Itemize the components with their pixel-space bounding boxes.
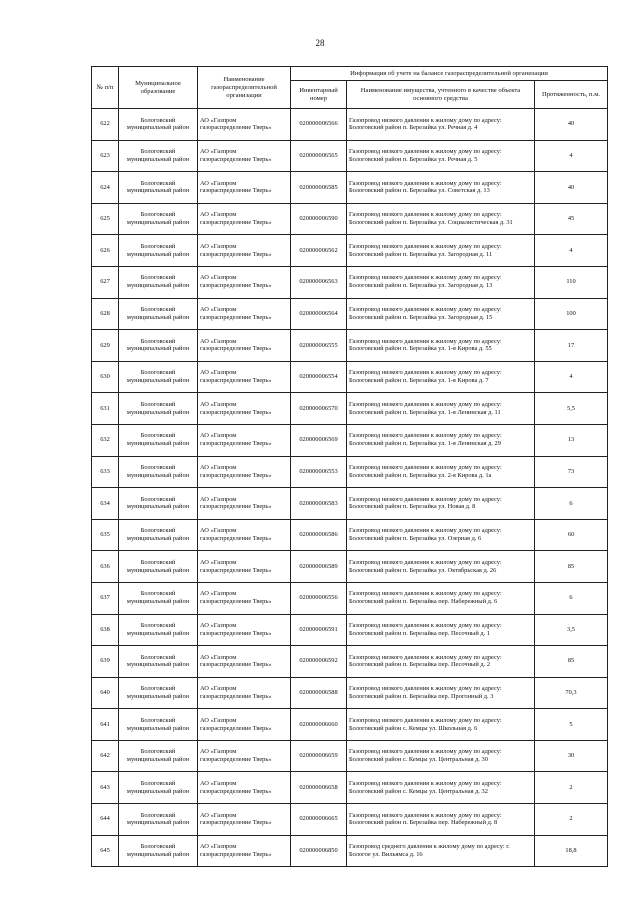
organization-cell: АО «Газпром газораспределение Тверь»: [198, 614, 291, 646]
asset-description-cell: Газопровод низкого давления к жилому дому по адресу: Бологовский район п. Березайка ул. 1-я Кирова д. 55: [347, 330, 535, 362]
organization-cell: АО «Газпром газораспределение Тверь»: [198, 393, 291, 425]
table-row: [92, 235, 608, 267]
table-row: [92, 740, 608, 772]
row-number: 626: [92, 235, 119, 267]
table-body: [92, 109, 608, 867]
municipality-cell: Бологовский муниципальный район: [119, 393, 198, 425]
asset-description-cell: Газопровод низкого давления к жилому дому по адресу: Бологовский район п. Березайка ул. Загородная д. 11: [347, 235, 535, 267]
municipality-cell: Бологовский муниципальный район: [119, 614, 198, 646]
organization-cell: АО «Газпром газораспределение Тверь»: [198, 835, 291, 867]
inventory-number-cell: 020000006590: [291, 203, 347, 235]
asset-description-cell: Газопровод низкого давления к жилому дому по адресу: Бологовский район п. Березайка пер. Набережный д. 6: [347, 582, 535, 614]
municipality-cell: Бологовский муниципальный район: [119, 298, 198, 330]
table-row: [92, 551, 608, 583]
row-number: 645: [92, 835, 119, 867]
inventory-number-cell: 020000006562: [291, 235, 347, 267]
organization-cell: АО «Газпром газораспределение Тверь»: [198, 266, 291, 298]
row-number: 634: [92, 488, 119, 520]
municipality-cell: Бологовский муниципальный район: [119, 330, 198, 362]
length-cell: 17: [535, 330, 608, 362]
organization-cell: АО «Газпром газораспределение Тверь»: [198, 772, 291, 804]
table-row: [92, 677, 608, 709]
table-row: [92, 203, 608, 235]
header-length: Протяженность, п.м.: [535, 81, 608, 109]
row-number: 630: [92, 361, 119, 393]
row-number: 638: [92, 614, 119, 646]
row-number: 643: [92, 772, 119, 804]
organization-cell: АО «Газпром газораспределение Тверь»: [198, 456, 291, 488]
asset-description-cell: Газопровод низкого давления к жилому дому по адресу: Бологовский район п. Березайка ул. 1-я Ленинская д. 11: [347, 393, 535, 425]
municipality-cell: Бологовский муниципальный район: [119, 203, 198, 235]
inventory-number-cell: 020000006591: [291, 614, 347, 646]
header-municipality: Муниципальное образование: [119, 67, 198, 109]
table-row: [92, 393, 608, 425]
municipality-cell: Бологовский муниципальный район: [119, 582, 198, 614]
row-number: 624: [92, 172, 119, 204]
length-cell: 73: [535, 456, 608, 488]
length-cell: 110: [535, 266, 608, 298]
asset-description-cell: Газопровод низкого давления к жилому дому по адресу: Бологовский район п. Березайка ул. 1-я Кирова д. 7: [347, 361, 535, 393]
table-row: [92, 172, 608, 204]
organization-cell: АО «Газпром газораспределение Тверь»: [198, 172, 291, 204]
inventory-number-cell: 020000006665: [291, 804, 347, 836]
header-organization: Наименование газораспределительной организации: [198, 67, 291, 109]
header-inventory: Инвентарный номер: [291, 81, 347, 109]
length-cell: 5,5: [535, 393, 608, 425]
table-row: [92, 772, 608, 804]
length-cell: 18,8: [535, 835, 608, 867]
municipality-cell: Бологовский муниципальный район: [119, 361, 198, 393]
length-cell: 5: [535, 709, 608, 741]
asset-description-cell: Газопровод низкого давления к жилому дому по адресу: Бологовский район п. Березайка ул. Новая д. 8: [347, 488, 535, 520]
length-cell: 100: [535, 298, 608, 330]
table-row: [92, 109, 608, 141]
length-cell: 4: [535, 361, 608, 393]
municipality-cell: Бологовский муниципальный район: [119, 646, 198, 678]
inventory-number-cell: 020000006564: [291, 298, 347, 330]
inventory-number-cell: 020000006553: [291, 456, 347, 488]
row-number: 628: [92, 298, 119, 330]
organization-cell: АО «Газпром газораспределение Тверь»: [198, 804, 291, 836]
inventory-number-cell: 020000006554: [291, 361, 347, 393]
asset-description-cell: Газопровод низкого давления к жилому дому по адресу: Бологовский район п. Березайка пер. Песочный д. 1: [347, 614, 535, 646]
inventory-number-cell: 020000006586: [291, 519, 347, 551]
asset-description-cell: Газопровод низкого давления к жилому дому по адресу: Бологовский район п. Березайка ул. Речная д. 4: [347, 109, 535, 141]
row-number: 633: [92, 456, 119, 488]
inventory-number-cell: 020000006660: [291, 709, 347, 741]
row-number: 640: [92, 677, 119, 709]
organization-cell: АО «Газпром газораспределение Тверь»: [198, 424, 291, 456]
organization-cell: АО «Газпром газораспределение Тверь»: [198, 235, 291, 267]
asset-description-cell: Газопровод низкого давления к жилому дому по адресу: Бологовский район с. Кемцы ул. Центральная д. 30: [347, 740, 535, 772]
length-cell: 13: [535, 424, 608, 456]
table-row: [92, 298, 608, 330]
length-cell: 40: [535, 109, 608, 141]
asset-description-cell: Газопровод низкого давления к жилому дому по адресу: Бологовский район п. Березайка ул. Озерная д. 6: [347, 519, 535, 551]
length-cell: 4: [535, 235, 608, 267]
row-number: 642: [92, 740, 119, 772]
length-cell: 3,5: [535, 614, 608, 646]
organization-cell: АО «Газпром газораспределение Тверь»: [198, 519, 291, 551]
inventory-number-cell: 020000006589: [291, 551, 347, 583]
inventory-number-cell: 020000006592: [291, 646, 347, 678]
asset-description-cell: Газопровод низкого давления к жилому дому по адресу: Бологовский район п. Березайка пер. Набережный д. 8: [347, 804, 535, 836]
header-asset: Наименование имущества, учтенного в качестве объекта основного средства: [347, 81, 535, 109]
inventory-number-cell: 020000006566: [291, 109, 347, 141]
inventory-number-cell: 020000006850: [291, 835, 347, 867]
length-cell: 85: [535, 551, 608, 583]
row-number: 622: [92, 109, 119, 141]
inventory-number-cell: 020000006658: [291, 772, 347, 804]
municipality-cell: Бологовский муниципальный район: [119, 709, 198, 741]
gas-pipeline-register-table: [91, 66, 608, 867]
row-number: 635: [92, 519, 119, 551]
table-row: [92, 266, 608, 298]
asset-description-cell: Газопровод среднего давления к жилому дому по адресу: г. Бологое ул. Вильямса д. 16: [347, 835, 535, 867]
municipality-cell: Бологовский муниципальный район: [119, 772, 198, 804]
length-cell: 85: [535, 646, 608, 678]
row-number: 632: [92, 424, 119, 456]
asset-description-cell: Газопровод низкого давления к жилому дому по адресу: Бологовский район п. Березайка ул. Речная д. 5: [347, 140, 535, 172]
inventory-number-cell: 020000006563: [291, 266, 347, 298]
inventory-number-cell: 020000006659: [291, 740, 347, 772]
asset-description-cell: Газопровод низкого давления к жилому дому по адресу: Бологовский район п. Березайка ул. Октябрьская д. 26: [347, 551, 535, 583]
table-row: [92, 804, 608, 836]
row-number: 644: [92, 804, 119, 836]
inventory-number-cell: 020000006588: [291, 677, 347, 709]
table-row: [92, 140, 608, 172]
municipality-cell: Бологовский муниципальный район: [119, 519, 198, 551]
length-cell: 30: [535, 740, 608, 772]
municipality-cell: Бологовский муниципальный район: [119, 804, 198, 836]
length-cell: 45: [535, 203, 608, 235]
inventory-number-cell: 020000006583: [291, 488, 347, 520]
inventory-number-cell: 020000006585: [291, 172, 347, 204]
organization-cell: АО «Газпром газораспределение Тверь»: [198, 646, 291, 678]
inventory-number-cell: 020000006556: [291, 582, 347, 614]
municipality-cell: Бологовский муниципальный район: [119, 140, 198, 172]
municipality-cell: Бологовский муниципальный район: [119, 172, 198, 204]
table-row: [92, 424, 608, 456]
table-row: [92, 361, 608, 393]
asset-description-cell: Газопровод низкого давления к жилому дому по адресу: Бологовский район с. Кемцы ул. Школьная д. 6: [347, 709, 535, 741]
asset-description-cell: Газопровод низкого давления к жилому дому по адресу: Бологовский район п. Березайка пер. Песочный д. 2: [347, 646, 535, 678]
inventory-number-cell: 020000006570: [291, 393, 347, 425]
table-row: [92, 646, 608, 678]
asset-description-cell: Газопровод низкого давления к жилому дому по адресу: Бологовский район п. Березайка ул. 2-я Кирова д. 1а: [347, 456, 535, 488]
length-cell: 6: [535, 582, 608, 614]
municipality-cell: Бологовский муниципальный район: [119, 266, 198, 298]
header-row: [92, 67, 608, 81]
organization-cell: АО «Газпром газораспределение Тверь»: [198, 582, 291, 614]
row-number: 625: [92, 203, 119, 235]
table-row: [92, 330, 608, 362]
length-cell: 2: [535, 772, 608, 804]
asset-description-cell: Газопровод низкого давления к жилому дому по адресу: Бологовский район п. Березайка ул. 1-я Ленинская д. 29: [347, 424, 535, 456]
municipality-cell: Бологовский муниципальный район: [119, 456, 198, 488]
row-number: 639: [92, 646, 119, 678]
inventory-number-cell: 020000006565: [291, 140, 347, 172]
row-number: 636: [92, 551, 119, 583]
row-number: 637: [92, 582, 119, 614]
table-row: [92, 614, 608, 646]
length-cell: 4: [535, 140, 608, 172]
municipality-cell: Бологовский муниципальный район: [119, 235, 198, 267]
row-number: 629: [92, 330, 119, 362]
row-number: 631: [92, 393, 119, 425]
organization-cell: АО «Газпром газораспределение Тверь»: [198, 109, 291, 141]
organization-cell: АО «Газпром газораспределение Тверь»: [198, 677, 291, 709]
page-number: 28: [315, 38, 325, 48]
organization-cell: АО «Газпром газораспределение Тверь»: [198, 488, 291, 520]
length-cell: 6: [535, 488, 608, 520]
length-cell: 40: [535, 172, 608, 204]
inventory-number-cell: 020000006569: [291, 424, 347, 456]
length-cell: 70,3: [535, 677, 608, 709]
asset-description-cell: Газопровод низкого давления к жилому дому по адресу: Бологовский район п. Березайка ул. Загородная д. 13: [347, 266, 535, 298]
municipality-cell: Бологовский муниципальный район: [119, 551, 198, 583]
municipality-cell: Бологовский муниципальный район: [119, 109, 198, 141]
table-row: [92, 582, 608, 614]
inventory-number-cell: 020000006555: [291, 330, 347, 362]
organization-cell: АО «Газпром газораспределение Тверь»: [198, 203, 291, 235]
header-num: № п/п: [92, 67, 119, 109]
organization-cell: АО «Газпром газораспределение Тверь»: [198, 740, 291, 772]
header-balance-info: Информация об учете на балансе газораспределительной организации: [291, 67, 608, 81]
table-row: [92, 835, 608, 867]
table-row: [92, 519, 608, 551]
municipality-cell: Бологовский муниципальный район: [119, 835, 198, 867]
organization-cell: АО «Газпром газораспределение Тверь»: [198, 330, 291, 362]
table-row: [92, 456, 608, 488]
length-cell: 60: [535, 519, 608, 551]
municipality-cell: Бологовский муниципальный район: [119, 740, 198, 772]
asset-description-cell: Газопровод низкого давления к жилому дому по адресу: Бологовский район с. Кемцы ул. Центральная д. 32: [347, 772, 535, 804]
municipality-cell: Бологовский муниципальный район: [119, 424, 198, 456]
organization-cell: АО «Газпром газораспределение Тверь»: [198, 140, 291, 172]
row-number: 627: [92, 266, 119, 298]
municipality-cell: Бологовский муниципальный район: [119, 488, 198, 520]
organization-cell: АО «Газпром газораспределение Тверь»: [198, 551, 291, 583]
row-number: 623: [92, 140, 119, 172]
asset-description-cell: Газопровод низкого давления к жилому дому по адресу: Бологовский район п. Березайка ул. Советская д. 13: [347, 172, 535, 204]
organization-cell: АО «Газпром газораспределение Тверь»: [198, 709, 291, 741]
municipality-cell: Бологовский муниципальный район: [119, 677, 198, 709]
row-number: 641: [92, 709, 119, 741]
asset-description-cell: Газопровод низкого давления к жилому дому по адресу: Бологовский район п. Березайка ул. Загородная д. 15: [347, 298, 535, 330]
table-row: [92, 488, 608, 520]
organization-cell: АО «Газпром газораспределение Тверь»: [198, 298, 291, 330]
table-row: [92, 709, 608, 741]
length-cell: 2: [535, 804, 608, 836]
asset-description-cell: Газопровод низкого давления к жилому дому по адресу: Бологовский район п. Березайка ул. Социалистическая д. 31: [347, 203, 535, 235]
organization-cell: АО «Газпром газораспределение Тверь»: [198, 361, 291, 393]
asset-description-cell: Газопровод низкого давления к жилому дому по адресу: Бологовский район п. Березайка пер. Прогонный д. 3: [347, 677, 535, 709]
